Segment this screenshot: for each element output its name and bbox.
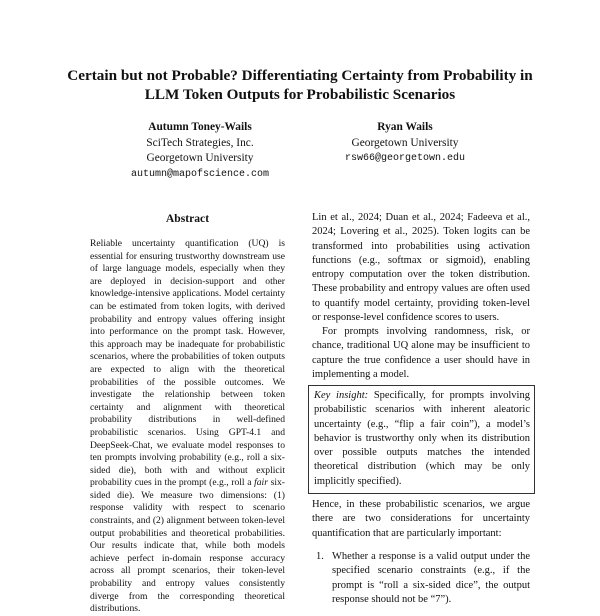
body-paragraph-2: For prompts involving randomness, risk, or chance, traditional UQ alone may be insufficient to capture the true confidence a user should have in implementing a model.	[312, 326, 530, 380]
abstract-text	[90, 238, 285, 616]
author-email: rsw66@georgetown.edu	[344, 153, 466, 164]
author-block-1	[110, 120, 290, 182]
abstract-text-part: six-sided die). We measure two dimensions: (1) response validity with respect to scenario constraints, and (2) alignment between token-level output probabilities and theoretical probabilities. Our results indicate that, while both models achieve perfect in-domain response accuracy across all prompt scenarios, their token-level probability and entropy values consistently diverge from the corresponding theoretical distributions.	[90, 477, 285, 615]
list-item	[312, 550, 530, 607]
author-affiliation: SciTech Strategies, Inc.	[146, 136, 254, 149]
list-number: 1.	[316, 551, 324, 562]
abstract-emphasis: fair	[254, 477, 268, 489]
author-affiliation: Georgetown University	[146, 152, 254, 164]
abstract-text-part: Reliable uncertainty quantification (UQ) is essential for ensuring trustworthy downstream use of large language models, especially when they are deployed in decision-support and other knowledge-intensive applications. Model certainty can be estimated from token logits, with derived probability and entropy values offering insight into performance on the prompt task. However, this approach may be inadequate for probabilistic scenarios, where the probabilities of token outputs are expected to align with the theoretical probabilities of the possible outcomes. We investigate the relationship between token certainty and alignment with theoretical probability distributions in well-defined probabilistic scenarios. Using GPT-4.1 and DeepSeek-Chat, we evaluate model responses to ten prompts involving probability (e.g., roll a six-sided die), both with and without explicit probability cues in the prompt (e.g., roll a	[90, 238, 285, 489]
body-paragraph-3: Hence, in these probabilistic scenarios, we argue there are two considerations for uncertainty quantification that are particularly important:	[312, 499, 530, 539]
key-insight-label: Key insight:	[314, 390, 369, 401]
author-affiliation: Georgetown University	[351, 136, 459, 149]
author-name: Autumn Toney-Wails	[148, 121, 252, 133]
key-insight-box	[308, 385, 535, 494]
abstract-heading: Abstract	[165, 212, 210, 225]
considerations-list	[312, 550, 530, 607]
list-item-text: Whether a response is a valid output under the specified scenario constraints (e.g., if the prompt is “roll a six-sided dice”, the output response should not be “7”).	[332, 551, 530, 605]
body-paragraph-1: Lin et al., 2024; Duan et al., 2024; Fadeeva et al., 2024; Lovering et al., 2025). Token logits can be transformed into probabilities using activation functions (e.g., softmax or sigmoid), enabling entropy computation over the token distribution. These probability and entropy values are often used to quantify model certainty, providing token-level or response-level confidence scores to users.	[312, 212, 530, 324]
author-name: Ryan Wails	[377, 121, 433, 133]
author-email: autumn@mapofscience.com	[130, 168, 270, 180]
paper-title: Certain but not Probable? Differentiating Certainty from Probability in LLM Token Outputs for Probabilistic Scenarios	[67, 67, 533, 103]
key-insight-text: Specifically, for prompts involving probabilistic scenarios with inherent aleatoric uncertainty (e.g., “flip a fair coin”), a model’s behavior is trustworthy only when its distribution over possible outputs matches the intended theoretical distribution (which may be only implicitly specified).	[314, 390, 530, 487]
author-block-2	[320, 120, 490, 167]
